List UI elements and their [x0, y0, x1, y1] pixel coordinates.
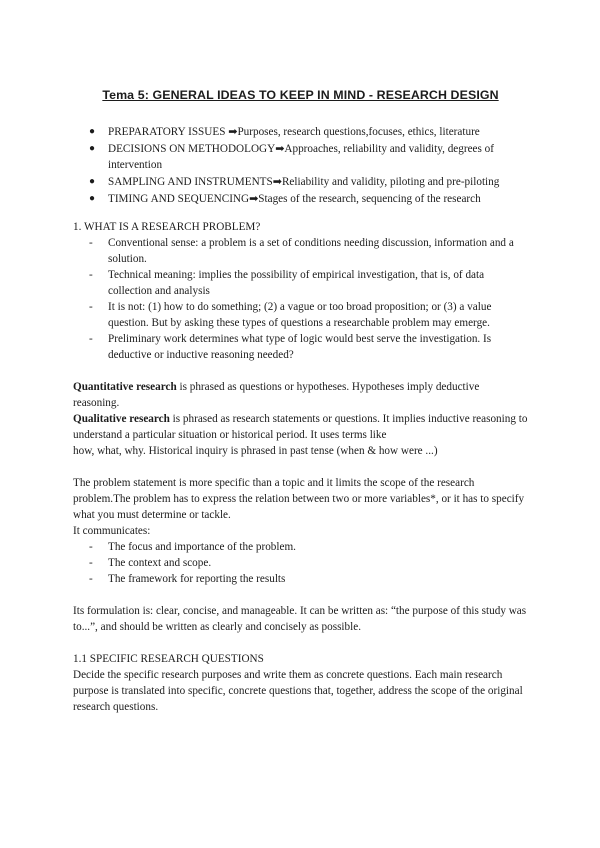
bullet-dot-icon: ● [89, 143, 96, 154]
communicates-intro: It communicates: [73, 525, 151, 537]
dash-item: - Conventional sense: a problem is a set of conditions needing discussion, information and a solution. [89, 237, 514, 265]
dash-item: - It is not: (1) how to do something; (2) a vague or too broad proposition; or (3) a value question. But by asking these types of questions a researchable problem may emerge. [89, 301, 492, 329]
arrow-right-icon: ➡ [249, 193, 259, 205]
qualitative-paragraph: Qualitative research is phrased as research statements or questions. It implies inductive reasoning to understand a particular situation or historical period. It uses terms like how, what, why. Historical inquiry is phrased in past tense (when & how were ...) [73, 413, 528, 457]
bullet-item-timing: ● TIMING AND SEQUENCING➡Stages of the research, sequencing of the research [89, 193, 481, 205]
quantitative-term: Quantitative research [73, 381, 177, 393]
section-1-heading: 1. WHAT IS A RESEARCH PROBLEM? [73, 221, 261, 233]
dash-item: - The focus and importance of the problem. [89, 541, 296, 553]
bullet-dot-icon: ● [89, 126, 96, 137]
overview-bullet-list [73, 124, 528, 207]
bullet-dot-icon: ● [89, 176, 96, 187]
section-1-1-paragraph: Decide the specific research purposes and write them as concrete questions. Each main research purpose is translated into specific, concrete questions that, together, address the scope of the original research questions. [73, 669, 523, 713]
bullet-item-preparatory: ● PREPARATORY ISSUES ➡Purposes, research questions,focuses, ethics, literature [89, 126, 480, 138]
communicates-dash-list [73, 539, 528, 587]
bullet-item-methodology: ● DECISIONS ON METHODOLOGY➡Approaches, reliability and validity, degrees of intervention [89, 143, 494, 171]
quantitative-paragraph: Quantitative research is phrased as questions or hypotheses. Hypotheses imply deductive reasoning. [73, 381, 480, 409]
dash-item: - Technical meaning: implies the possibility of empirical investigation, that is, of data collection and analysis [89, 269, 485, 297]
arrow-right-icon: ➡ [275, 143, 285, 155]
dash-item: - The context and scope. [89, 557, 212, 569]
bullet-item-sampling: ● SAMPLING AND INSTRUMENTS➡Reliability and validity, piloting and pre-piloting [89, 176, 500, 188]
bullet-dot-icon: ● [89, 193, 96, 204]
arrow-right-icon: ➡ [228, 126, 238, 138]
section-1-dash-list [73, 235, 528, 363]
page-title: Tema 5: GENERAL IDEAS TO KEEP IN MIND - RESEARCH DESIGN [102, 88, 499, 102]
formulation-paragraph: Its formulation is: clear, concise, and manageable. It can be written as: “the purpose of this study was to...”, and should be written as clearly and concisely as possible. [73, 605, 527, 633]
problem-statement-paragraph: The problem statement is more specific than a topic and it limits the scope of the research problem.The problem has to express the relation between two or more variables*, or it has to specify what you must determine or tackle. [73, 477, 525, 521]
section-1-1-heading: 1.1 SPECIFIC RESEARCH QUESTIONS [73, 653, 264, 665]
arrow-right-icon: ➡ [272, 176, 282, 188]
qualitative-term: Qualitative research [73, 413, 170, 425]
dash-item: - The framework for reporting the results [89, 573, 286, 585]
dash-item: - Preliminary work determines what type of logic would best serve the investigation. Is deductive or inductive reasoning needed? [89, 333, 492, 361]
